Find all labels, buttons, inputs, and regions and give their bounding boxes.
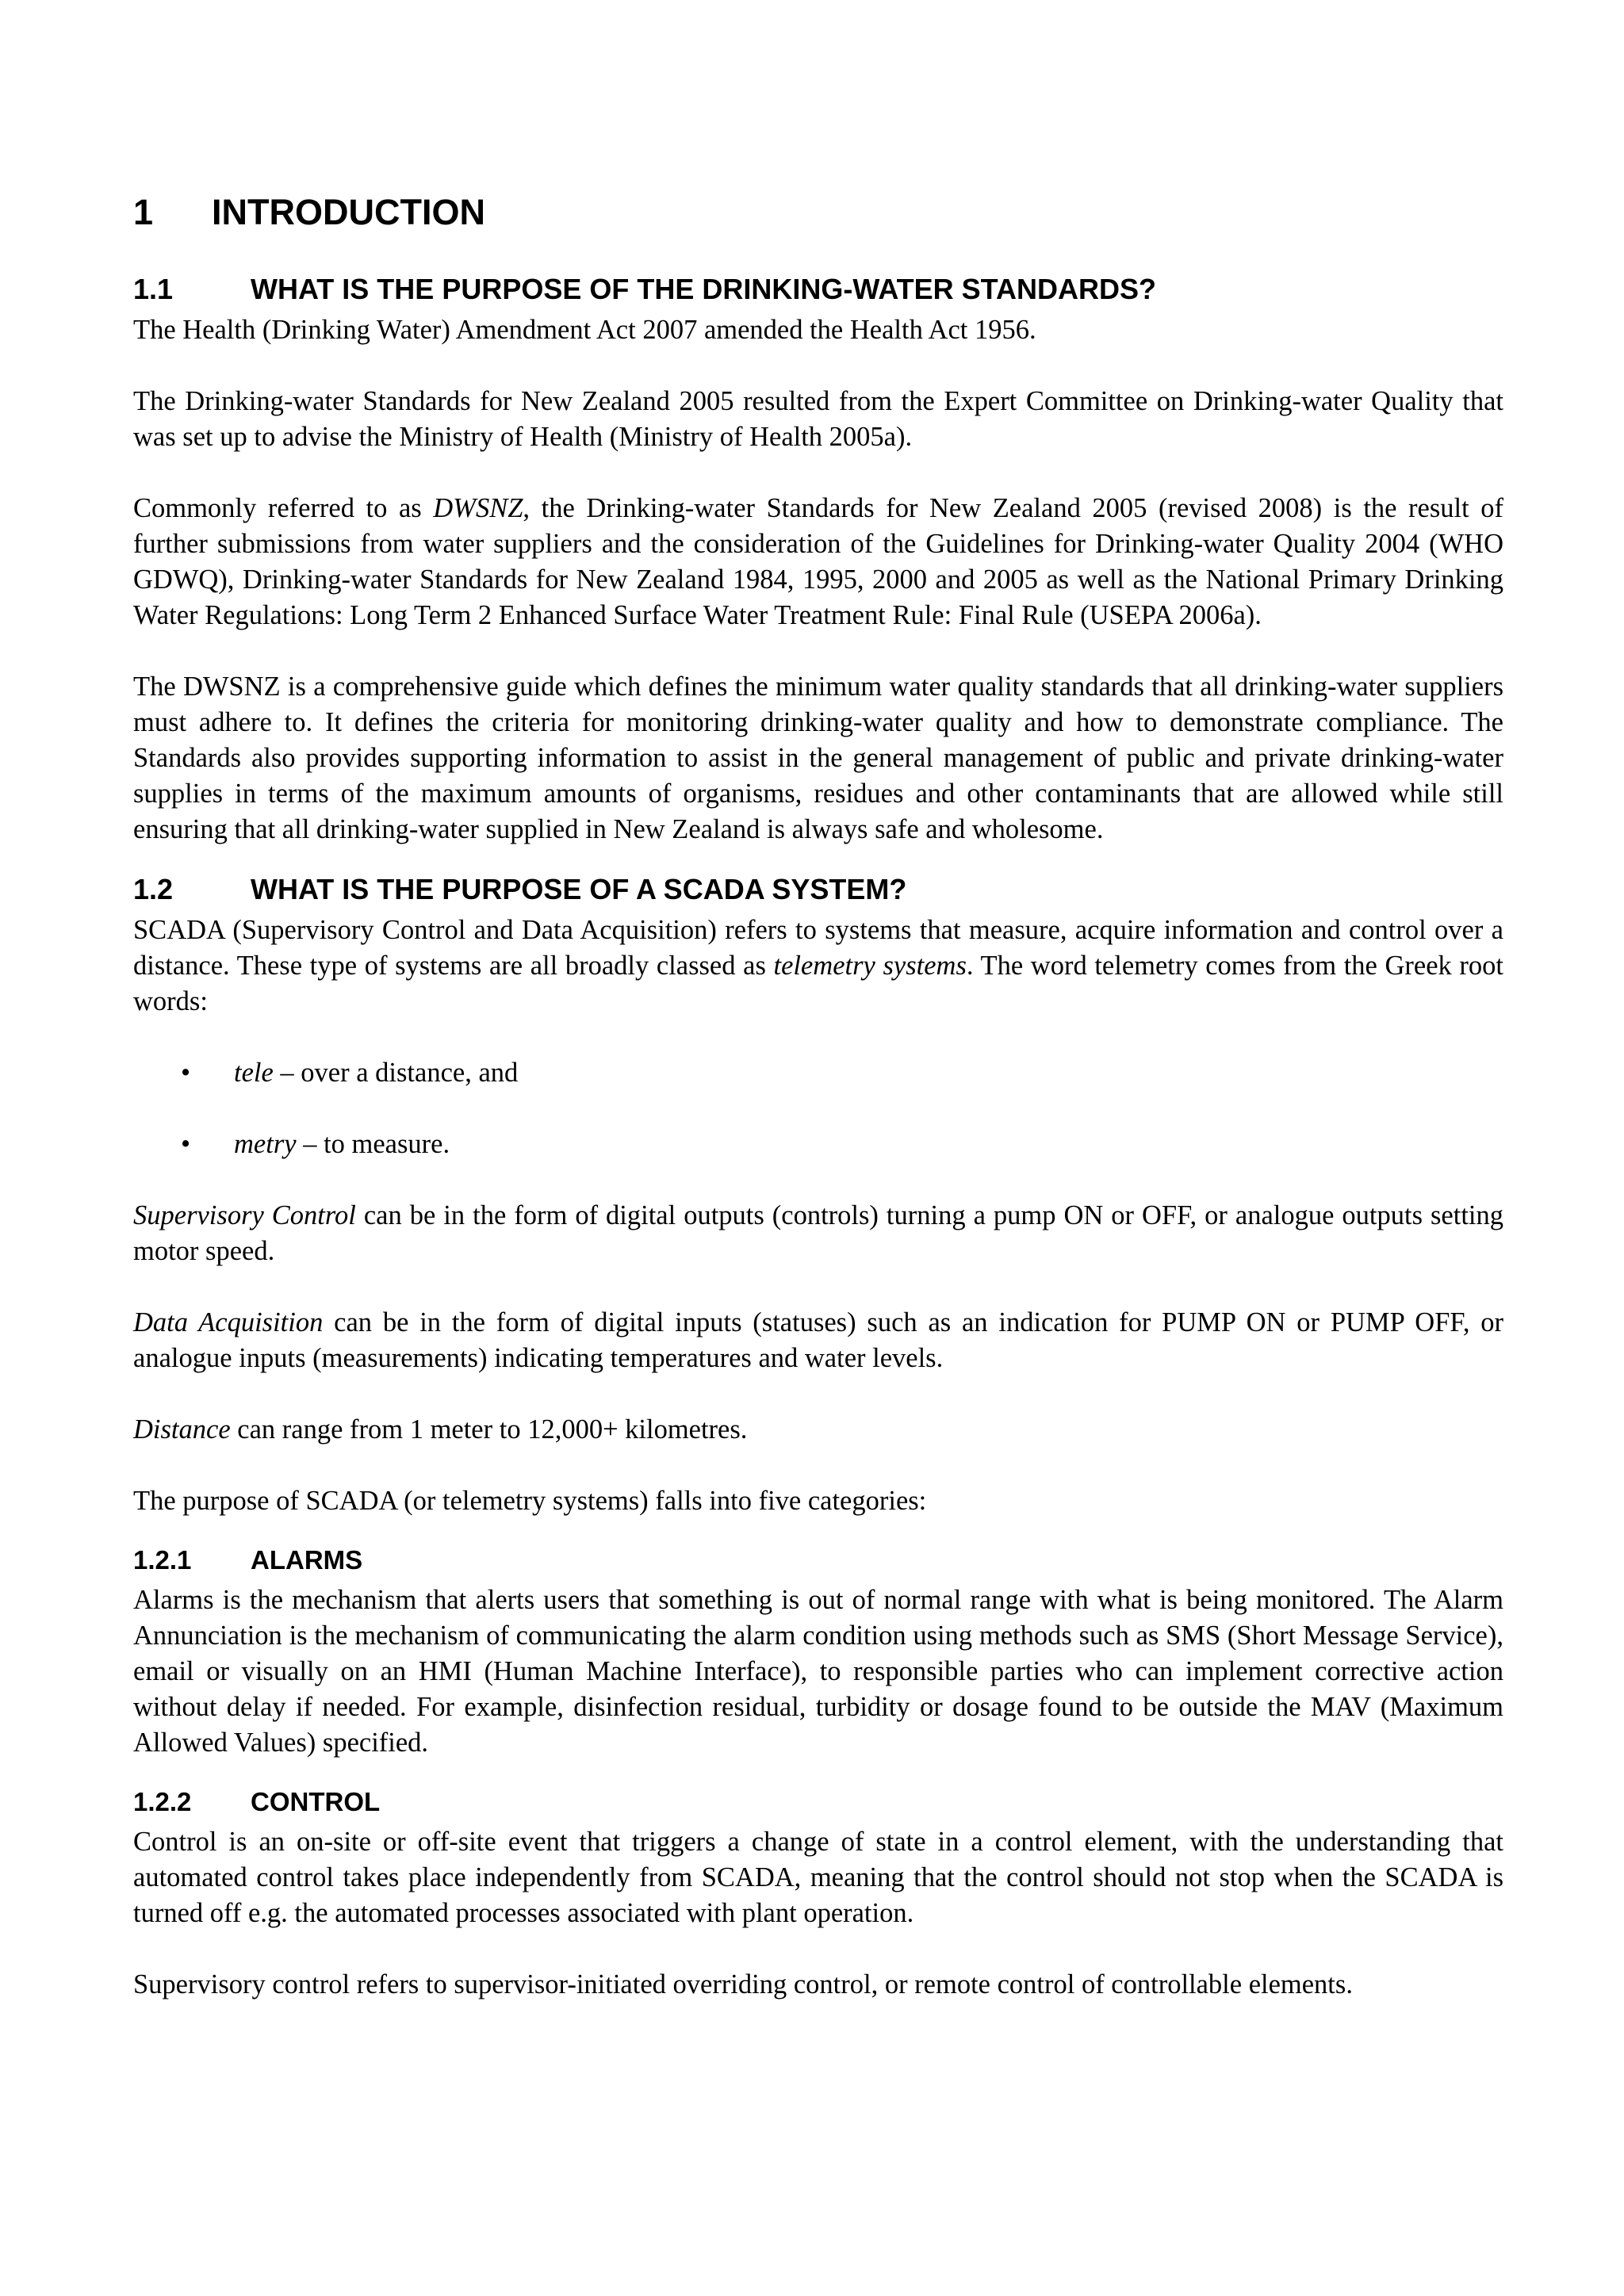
list-item-text	[234, 1127, 450, 1162]
paragraph: Alarms is the mechanism that alerts users that something is out of normal range with what is being monitored. The Alarm Annunciation is the mechanism of communicating the alarm condition using methods such as SMS (Short Message Service), email or visually on an HMI (Human Machine Interface), to responsible parties who can implement corrective action without delay if needed. For example, disinfection residual, turbidity or dosage found to be outside the MAV (Maximum Allowed Values) specified.	[133, 1585, 1503, 1758]
text-span: – to measure.	[296, 1129, 450, 1159]
section-1-2	[133, 871, 1503, 1519]
section-1-2-1	[133, 1543, 1503, 1761]
section-number: 1.2	[133, 873, 174, 905]
emphasis: tele	[234, 1058, 274, 1088]
text-span: . The word telemetry comes from the Greek root words:	[133, 951, 1503, 1016]
chapter-heading	[133, 190, 1503, 235]
section-heading	[133, 271, 1503, 308]
bullet-icon	[133, 1055, 234, 1091]
paragraph	[133, 913, 1503, 1020]
document-page	[133, 190, 1503, 2038]
text-span: Commonly referred to as	[133, 493, 434, 523]
emphasis: telemetry systems	[773, 951, 967, 981]
subsection-heading	[133, 1543, 1503, 1578]
subsection-title: CONTROL	[251, 1787, 381, 1816]
section-1-2-2	[133, 1785, 1503, 2003]
list-item-text	[234, 1055, 518, 1091]
text-span: can range from 1 meter to 12,000+ kilometres.	[230, 1414, 748, 1445]
paragraph	[133, 1305, 1503, 1376]
text-span: – over a distance, and	[273, 1058, 519, 1088]
text-span: can be in the form of digital outputs (controls) turning a pump ON or OFF, or analogue outputs setting motor speed.	[133, 1200, 1503, 1266]
emphasis: metry	[234, 1129, 297, 1159]
list-item	[133, 1055, 1503, 1091]
paragraph	[133, 1198, 1503, 1269]
subsection-number: 1.2.1	[133, 1545, 192, 1575]
emphasis: DWSNZ	[433, 493, 523, 523]
subsection-heading	[133, 1785, 1503, 1820]
section-number: 1.1	[133, 273, 174, 305]
chapter-number: 1	[133, 192, 154, 232]
section-title: WHAT IS THE PURPOSE OF A SCADA SYSTEM?	[251, 873, 907, 905]
chapter-title: INTRODUCTION	[212, 192, 485, 232]
list-item	[133, 1127, 1503, 1162]
paragraph: The DWSNZ is a comprehensive guide which defines the minimum water quality standards that all drinking-water suppliers must adhere to. It defines the criteria for monitoring drinking-water quality and how to demonstrate compliance. The Standards also provides supporting information to assist in the general management of public and private drinking-water supplies in terms of the maximum amounts of organisms, residues and other contaminants that are allowed while still ensuring that all drinking-water supplied in New Zealand is always safe and wholesome.	[133, 672, 1503, 844]
section-1-1	[133, 271, 1503, 848]
paragraph: Supervisory control refers to supervisor-initiated overriding control, or remote control of controllable elements.	[133, 1969, 1353, 1999]
paragraph: Control is an on-site or off-site event that triggers a change of state in a control element, with the understanding that automated control takes place independently from SCADA, meaning that the control should not stop when the SCADA is turned off e.g. the automated processes associated with plant operation.	[133, 1827, 1503, 1928]
paragraph: The Health (Drinking Water) Amendment Act 2007 amended the Health Act 1956.	[133, 315, 1036, 345]
section-title: WHAT IS THE PURPOSE OF THE DRINKING-WATER STANDARDS?	[251, 273, 1156, 305]
subsection-title: ALARMS	[251, 1545, 363, 1575]
paragraph: The purpose of SCADA (or telemetry systems) falls into five categories:	[133, 1486, 927, 1516]
paragraph	[133, 1412, 1503, 1448]
emphasis: Supervisory Control	[133, 1200, 356, 1230]
emphasis: Distance	[133, 1414, 231, 1445]
paragraph	[133, 491, 1503, 633]
emphasis: Data Acquisition	[133, 1307, 324, 1337]
bullet-list	[133, 1055, 1503, 1162]
text-span: can be in the form of digital inputs (statuses) such as an indication for PUMP ON or PUMP OFF, or analogue inputs (measurements) indicating temperatures and water levels.	[133, 1307, 1504, 1373]
section-heading	[133, 871, 1503, 908]
text-span: SCADA (Supervisory Control and Data Acquisition) refers to systems that measure, acquire information and control over a distance. These type of systems are all broadly classed as	[133, 915, 1503, 981]
subsection-number: 1.2.2	[133, 1787, 192, 1816]
text-span: , the Drinking-water Standards for New Zealand 2005 (revised 2008) is the result of further submissions from water suppliers and the consideration of the Guidelines for Drinking-water Quality 2004 (WHO GDWQ), Drinking-water Standards for New Zealand 1984, 1995, 2000 and 2005 as well as the National Primary Drinking Water Regulations: Long Term 2 Enhanced Surface Water Treatment Rule: Final Rule (USEPA 2006a).	[133, 493, 1504, 630]
paragraph: The Drinking-water Standards for New Zealand 2005 resulted from the Expert Committee on Drinking-water Quality that was set up to advise the Ministry of Health (Ministry of Health 2005a).	[133, 386, 1503, 452]
bullet-icon	[133, 1127, 234, 1162]
